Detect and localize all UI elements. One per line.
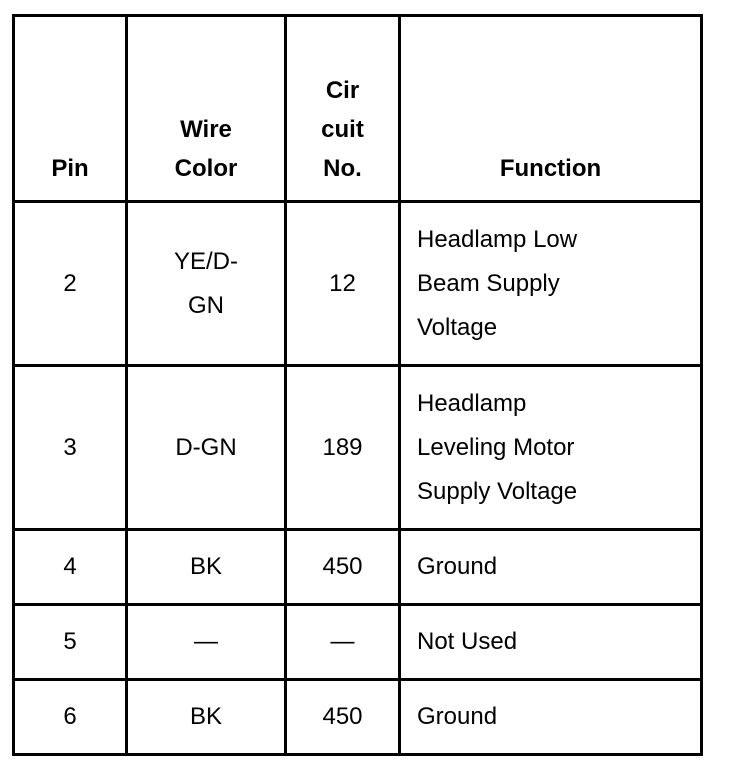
wire-color-line: — <box>194 628 218 655</box>
function-line: Ground <box>417 553 498 580</box>
header-pin-line: Pin <box>51 155 89 182</box>
table-row <box>14 366 702 530</box>
function-line: Supply Voltage <box>417 477 578 505</box>
function-line: Not Used <box>417 628 518 655</box>
function-line: Ground <box>417 703 498 730</box>
function-line: Beam Supply <box>417 269 560 297</box>
wire-color-line: BK <box>189 703 222 730</box>
wire-color-cell <box>127 202 286 366</box>
function-cell <box>400 366 702 530</box>
circuit-cell: 450 <box>286 680 400 755</box>
header-circuit-line: No. <box>323 155 362 182</box>
header-wire-color-line: Color <box>174 155 238 182</box>
header-circuit-line: Cir <box>325 77 360 104</box>
wire-color-cell <box>127 605 286 680</box>
wire-color-line: YE/D- <box>173 247 238 275</box>
wire-color-cell <box>127 366 286 530</box>
pin-cell: 3 <box>14 366 127 530</box>
circuit-cell: 450 <box>286 530 400 605</box>
table-row <box>14 680 702 755</box>
pin-cell: 5 <box>14 605 127 680</box>
function-cell <box>400 605 702 680</box>
function-line: Headlamp <box>417 389 527 417</box>
function-cell <box>400 202 702 366</box>
function-cell <box>400 680 702 755</box>
function-cell <box>400 530 702 605</box>
header-circuit-number <box>286 16 400 202</box>
header-function <box>400 16 702 202</box>
circuit-cell: 189 <box>286 366 400 530</box>
table-row <box>14 202 702 366</box>
function-line: Headlamp Low <box>417 225 578 253</box>
pin-cell: 6 <box>14 680 127 755</box>
function-line: Leveling Motor <box>417 433 575 461</box>
pin-cell: 4 <box>14 530 127 605</box>
header-circuit-line: cuit <box>321 116 364 143</box>
wire-color-line: GN <box>188 291 224 319</box>
wire-color-cell <box>127 680 286 755</box>
table-row <box>14 530 702 605</box>
wire-color-cell <box>127 530 286 605</box>
wire-color-line: D-GN <box>175 433 237 461</box>
circuit-cell: — <box>286 605 400 680</box>
wire-color-line: BK <box>189 553 222 580</box>
header-pin <box>14 16 127 202</box>
function-line: Voltage <box>417 313 498 341</box>
header-wire-color-line: Wire <box>180 116 232 143</box>
header-function-line: Function <box>499 155 602 182</box>
connector-pinout-table <box>12 14 703 756</box>
header-wire-color <box>127 16 286 202</box>
table-row <box>14 605 702 680</box>
pin-cell: 2 <box>14 202 127 366</box>
table-header-row <box>14 16 702 202</box>
circuit-cell: 12 <box>286 202 400 366</box>
